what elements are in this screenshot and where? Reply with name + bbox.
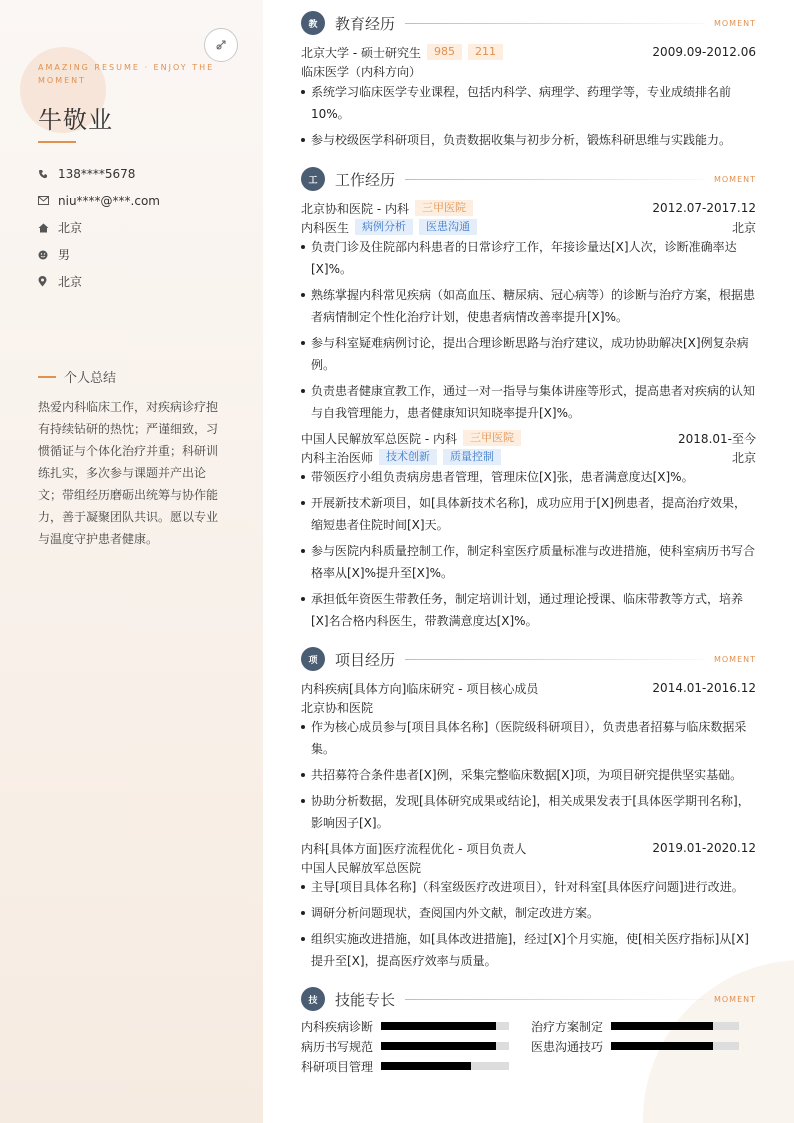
section-title: 教育经历	[335, 14, 396, 33]
skill-item	[301, 1017, 531, 1035]
project-org-row	[301, 858, 756, 876]
list-item: 参与科室疑难病例讨论，提出合理诊断思路与治疗建议，成功协助解决[X]例复杂病例。	[301, 332, 756, 376]
skill-bar	[611, 1042, 739, 1050]
skill-bar	[611, 1022, 739, 1030]
job-role: 内科医生	[301, 220, 350, 235]
section-header	[301, 11, 756, 35]
job-role-row	[301, 448, 756, 466]
mail-icon	[38, 196, 58, 205]
list-item: 共招募符合条件患者[X]例，采集完整临床数据[X]项，为项目研究提供坚实基础。	[301, 764, 756, 786]
list-item: 负责患者健康宣教工作，通过一对一指导与集体讲座等形式，提高患者对疾病的认知与自我管理能力，患者健康知识知晓率提升[X]%。	[301, 380, 756, 424]
section-header	[301, 647, 756, 671]
summary-title: 个人总结	[64, 371, 117, 386]
skill-item	[301, 1037, 531, 1055]
summary-dash	[38, 376, 56, 378]
contact-email	[38, 187, 160, 214]
list-item: 带领医疗小组负责病房患者管理，管理床位[X]张，患者满意度达[X]%。	[301, 466, 756, 488]
education-icon: 教	[301, 11, 325, 35]
job-role: 内科主治医师	[301, 450, 374, 465]
list-item: 负责门诊及住院部内科患者的日常诊疗工作，年接诊量达[X]人次，诊断准确率达[X]%。	[301, 236, 756, 280]
project-entry	[301, 838, 756, 972]
name-underline	[38, 141, 76, 143]
phone-icon	[38, 169, 58, 179]
skill-item	[531, 1037, 756, 1055]
skill-bar	[381, 1042, 509, 1050]
tag: 质量控制	[443, 449, 501, 465]
tag: 医患沟通	[419, 219, 477, 235]
badge-icon	[204, 28, 238, 62]
skills-grid	[301, 1017, 756, 1075]
summary-heading	[38, 367, 116, 386]
skills-icon: 技	[301, 987, 325, 1011]
section-moment-label: MOMENT	[713, 994, 756, 1004]
job-header	[301, 198, 756, 218]
skill-bar-fill	[381, 1042, 496, 1050]
list-item: 熟练掌握内科常见疾病（如高血压、糖尿病、冠心病等）的诊断与治疗方案，根据患者病情制定个性化治疗计划，使患者病情改善率提升[X]%。	[301, 284, 756, 328]
section-header	[301, 167, 756, 191]
job-date: 2012.07-2017.12	[652, 201, 756, 215]
contact-location	[38, 268, 160, 295]
project-name: 内科[具体方面]医疗流程优化 - 项目负责人	[301, 841, 527, 856]
job-bullets	[301, 236, 756, 424]
projects-section	[301, 647, 756, 976]
list-item: 协助分析数据，发现[具体研究成果或结论]，相关成果发表于[具体医学期刊名称]，影响因子[X]。	[301, 790, 756, 834]
tag: 211	[468, 44, 503, 60]
project-name: 内科疾病[具体方向]临床研究 - 项目核心成员	[301, 681, 539, 696]
project-org-row	[301, 698, 756, 716]
project-org: 中国人民解放军总医院	[301, 860, 422, 875]
sidebar	[0, 0, 263, 1123]
tag: 985	[427, 44, 462, 60]
list-item: 调研分析问题现状，查阅国内外文献，制定改进方案。	[301, 902, 756, 924]
contact-gender	[38, 241, 160, 268]
tag: 三甲医院	[415, 200, 473, 216]
list-item: 参与医院内科质量控制工作，制定科室医疗质量标准与改进措施，使科室病历书写合格率从[X]%提升至[X]%。	[301, 540, 756, 584]
tag: 三甲医院	[463, 430, 521, 446]
skills-section	[301, 987, 756, 1075]
candidate-name: 牛敬业	[38, 106, 113, 134]
home-value: 北京	[58, 221, 83, 235]
job-bullets	[301, 466, 756, 632]
skill-bar-fill	[381, 1062, 471, 1070]
section-moment-label: MOMENT	[713, 18, 756, 28]
skill-label: 治疗方案制定	[531, 1019, 604, 1034]
skill-bar	[381, 1062, 509, 1070]
job-entry	[301, 428, 756, 632]
skill-label: 病历书写规范	[301, 1039, 374, 1054]
gender-icon	[38, 250, 58, 260]
job-city: 北京	[731, 220, 756, 235]
email-value: niu****@***.com	[58, 193, 160, 208]
list-item: 组织实施改进措施，如[具体改进措施]，经过[X]个月实施，使[相关医疗指标]从[X]提升至[X]，提高医疗效率与质量。	[301, 928, 756, 972]
list-item: 开展新技术新项目，如[具体新技术名称]，成功应用于[X]例患者，提高治疗效果，缩短患者住院时间[X]天。	[301, 492, 756, 536]
major-row	[301, 62, 756, 80]
job-entry	[301, 198, 756, 424]
contact-list	[38, 160, 160, 295]
job-org: 中国人民解放军总医院 - 内科	[301, 431, 457, 446]
list-item: 参与校级医学科研项目，负责数据收集与初步分析，锻炼科研思维与实践能力。	[301, 129, 756, 151]
tag: 病例分析	[355, 219, 413, 235]
list-item: 作为核心成员参与[项目具体名称]（医院级科研项目），负责患者招募与临床数据采集。	[301, 716, 756, 760]
project-date: 2019.01-2020.12	[652, 841, 756, 855]
gender-value: 男	[58, 248, 71, 262]
project-org: 北京协和医院	[301, 700, 374, 715]
job-role-row	[301, 218, 756, 236]
skill-label: 医患沟通技巧	[531, 1039, 604, 1054]
education-section	[301, 11, 756, 155]
list-item: 主导[项目具体名称]（科室级医疗改进项目），针对科室[具体医疗问题]进行改进。	[301, 876, 756, 898]
skill-bar-fill	[381, 1022, 496, 1030]
project-bullets	[301, 876, 756, 972]
job-org: 北京协和医院 - 内科	[301, 201, 409, 216]
section-divider	[405, 179, 704, 180]
job-city: 北京	[731, 450, 756, 465]
list-item: 承担低年资医生带教任务，制定培训计划，通过理论授课、临床带教等方式，培养[X]名合格内科医生，带教满意度达[X]%。	[301, 588, 756, 632]
education-bullets	[301, 81, 756, 151]
section-moment-label: MOMENT	[713, 174, 756, 184]
section-title: 项目经历	[335, 650, 396, 669]
section-title: 工作经历	[335, 170, 396, 189]
school-name: 北京大学 - 硕士研究生	[301, 45, 421, 60]
project-icon: 项	[301, 647, 325, 671]
section-divider	[405, 23, 704, 24]
job-header	[301, 428, 756, 448]
phone-value: 138****5678	[58, 166, 136, 181]
skill-bar	[381, 1022, 509, 1030]
skill-label: 内科疾病诊断	[301, 1019, 374, 1034]
project-bullets	[301, 716, 756, 834]
contact-home	[38, 214, 160, 241]
section-divider	[405, 659, 704, 660]
project-header	[301, 838, 756, 858]
section-title: 技能专长	[335, 990, 396, 1009]
tagline: AMAZING RESUME · ENJOY THE MOMENT	[38, 63, 215, 85]
project-date: 2014.01-2016.12	[652, 681, 756, 695]
work-icon: 工	[301, 167, 325, 191]
section-divider	[405, 999, 704, 1000]
skill-bar-fill	[611, 1022, 713, 1030]
home-icon	[38, 223, 58, 233]
skill-item	[301, 1057, 531, 1075]
major: 临床医学（内科方向）	[301, 64, 422, 79]
location-icon	[38, 276, 58, 287]
contact-phone	[38, 160, 160, 187]
section-moment-label: MOMENT	[713, 654, 756, 664]
skill-label: 科研项目管理	[301, 1059, 374, 1074]
location-value: 北京	[58, 275, 83, 289]
education-row	[301, 42, 756, 62]
summary-text: 热爱内科临床工作，对疾病诊疗抱有持续钻研的热忱；严谨细致，习惯循证与个体化治疗并重；科研训练扎实，多次参与课题并产出论文；带组经历磨砺出统筹与协作能力，善于凝聚团队共识。愿以专业与温度守护患者健康。	[38, 400, 219, 546]
tag: 技术创新	[379, 449, 437, 465]
main-content	[263, 0, 794, 1123]
list-item: 系统学习临床医学专业课程，包括内科学、病理学、药理学等，专业成绩排名前10%。	[301, 81, 756, 125]
project-header	[301, 678, 756, 698]
skill-item	[531, 1017, 756, 1035]
section-header	[301, 987, 756, 1011]
skill-bar-fill	[611, 1042, 713, 1050]
education-date: 2009.09-2012.06	[652, 45, 756, 59]
work-section	[301, 167, 756, 636]
project-entry	[301, 678, 756, 834]
job-date: 2018.01-至今	[678, 431, 756, 446]
